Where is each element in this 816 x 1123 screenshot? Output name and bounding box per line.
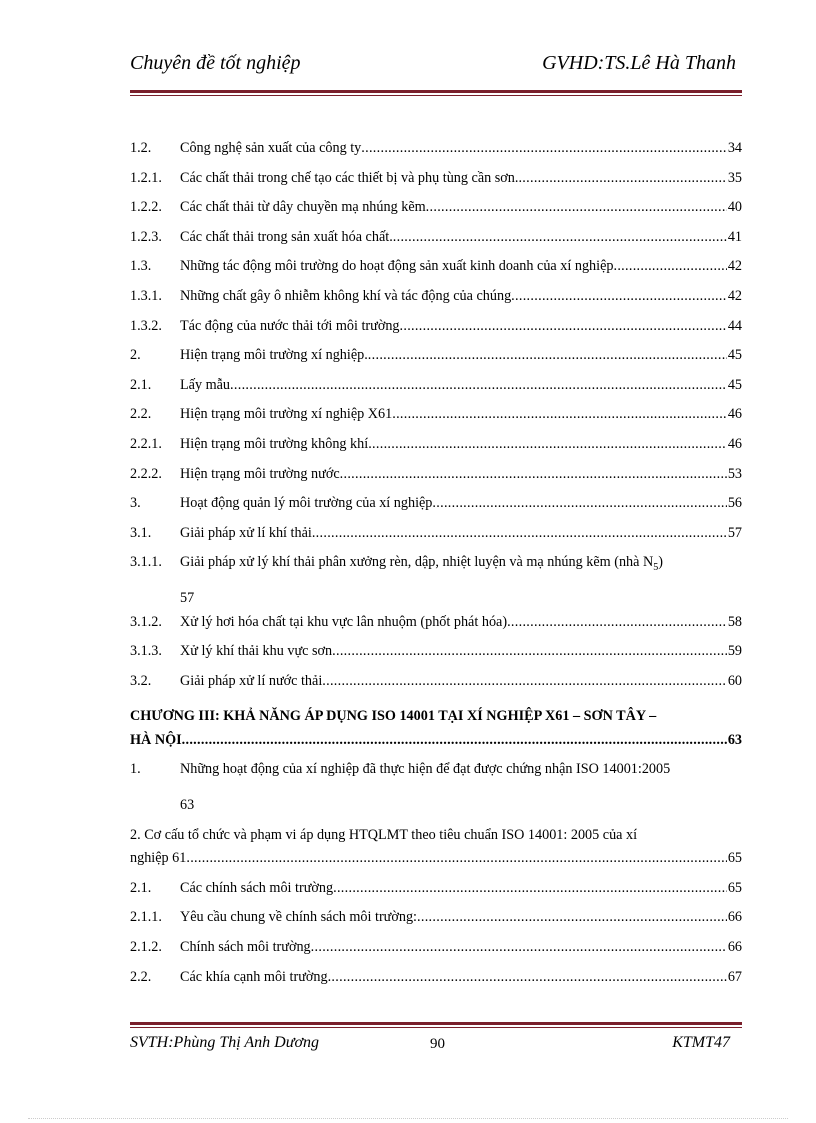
toc-page-number: 57 xyxy=(727,524,742,541)
page-number: 90 xyxy=(430,1036,445,1052)
toc-title: Các chất thải trong chế tạo các thiết bị và phụ tùng cần sơn. xyxy=(180,169,519,186)
leader-dots xyxy=(230,377,727,394)
toc-title: Công nghệ sản xuất của công ty xyxy=(180,140,362,156)
toc-title: Các chất thải trong sản xuất hóa chất. xyxy=(180,228,393,245)
leader-dots xyxy=(432,495,726,512)
toc-page-number: 42 xyxy=(727,287,742,304)
toc-number: 3. xyxy=(130,495,141,512)
toc-title: Hiện trạng môi trường nước xyxy=(180,465,340,482)
leader-dots xyxy=(511,288,727,305)
toc-page-number: 56 xyxy=(727,495,742,512)
toc-number: 3.1.2. xyxy=(130,613,162,630)
toc-number: 2.2.1. xyxy=(130,435,162,452)
toc-page-number: 45 xyxy=(727,376,742,393)
toc-title: Tác động của nước thải tới môi trường xyxy=(180,317,400,334)
leader-dots xyxy=(182,732,727,749)
toc-page-number: 59 xyxy=(727,643,742,660)
leader-dots xyxy=(322,673,727,690)
toc-number: 2.1. xyxy=(130,879,152,896)
toc-entry xyxy=(130,140,742,170)
toc-number: 2.2. xyxy=(130,968,152,985)
toc-page-number: 66 xyxy=(727,909,742,926)
toc-number: 2.1. xyxy=(130,376,152,393)
header-rule xyxy=(130,90,742,96)
toc-page-number: 63 xyxy=(727,731,742,748)
toc-title-cont: nghiệp 61 xyxy=(130,850,187,867)
table-of-contents xyxy=(130,140,742,998)
leader-dots xyxy=(368,347,727,364)
toc-entry xyxy=(130,199,742,229)
toc-entry xyxy=(130,643,742,673)
toc-entry xyxy=(130,554,742,584)
toc-page-number: 66 xyxy=(727,939,742,956)
toc-number: 2. xyxy=(130,347,141,364)
toc-title: Lấy mẫu xyxy=(180,376,231,393)
toc-page-number: 53 xyxy=(727,465,742,482)
toc-number: 2.1.2. xyxy=(130,939,162,956)
toc-page-number: 46 xyxy=(727,406,742,423)
toc-page-number: 57 xyxy=(180,589,195,606)
toc-entry xyxy=(130,258,742,288)
toc-page-number: 35 xyxy=(727,169,742,186)
toc-page-number: 44 xyxy=(727,317,742,334)
toc-page-number: 42 xyxy=(727,258,742,275)
toc-number: 1.3.1. xyxy=(130,287,162,304)
toc-entry xyxy=(130,850,742,880)
toc-entry xyxy=(130,466,742,496)
toc-number: 3.1.3. xyxy=(130,643,162,660)
header-left: Chuyên đề tốt nghiệp xyxy=(130,52,301,74)
toc-number: 2.2.2. xyxy=(130,465,162,482)
toc-entry xyxy=(130,525,742,555)
page-edge xyxy=(28,1118,788,1119)
leader-dots xyxy=(312,525,727,542)
toc-title: Yêu cầu chung về chính sách môi trường: xyxy=(180,909,418,926)
toc-title: Hoạt động quản lý môi trường của xí nghiệp xyxy=(180,495,433,512)
leader-dots xyxy=(518,170,726,187)
toc-title: Các chính sách môi trường xyxy=(180,879,334,896)
leader-dots xyxy=(332,643,727,660)
toc-page-number: 58 xyxy=(727,613,742,630)
toc-title: Hiện trạng môi trường xí nghiệp. xyxy=(180,347,368,364)
leader-dots xyxy=(333,880,727,897)
toc-page-number: 40 xyxy=(727,199,742,216)
footer-rule xyxy=(130,1022,742,1028)
toc-entry xyxy=(130,288,742,318)
toc-number: 3.1.1. xyxy=(130,554,162,571)
toc-number: 1.2. xyxy=(130,140,152,156)
toc-title: 2. Cơ cấu tổ chức và phạm vi áp dụng HTQLMT theo tiêu chuẩn ISO 14001: 2005 của xí xyxy=(130,826,638,843)
toc-entry xyxy=(130,436,742,466)
toc-number: 2.1.1. xyxy=(130,909,162,926)
leader-dots xyxy=(393,229,727,246)
toc-page-number: 34 xyxy=(727,140,742,156)
toc-entry xyxy=(130,939,742,969)
toc-title: Xử lý khí thải khu vực sơn xyxy=(180,643,333,660)
toc-entry xyxy=(130,909,742,939)
toc-title: Những hoạt động của xí nghiệp đã thực hiện để đạt được chứng nhận ISO 14001:2005 xyxy=(180,761,671,778)
toc-entry xyxy=(130,318,742,348)
chapter-heading: CHƯƠNG III: KHẢ NĂNG ÁP DỤNG ISO 14001 TẠI XÍ NGHIỆP X61 – SƠN TÂY – xyxy=(130,708,657,725)
toc-page-number: 60 xyxy=(727,672,742,689)
leader-dots xyxy=(613,258,726,275)
toc-entry xyxy=(130,229,742,259)
toc-page-number: 63 xyxy=(180,797,195,814)
toc-title: Các khía cạnh môi trường xyxy=(180,968,328,985)
toc-entry xyxy=(130,347,742,377)
toc-entry xyxy=(130,761,742,791)
leader-dots xyxy=(328,969,727,986)
toc-entry xyxy=(130,377,742,407)
toc-number: 1.3. xyxy=(130,258,152,275)
leader-dots xyxy=(400,318,727,335)
leader-dots xyxy=(426,199,727,216)
toc-title: Những tác động môi trường do hoạt động sản xuất kinh doanh của xí nghiệp xyxy=(180,258,614,275)
toc-page-number: 67 xyxy=(727,968,742,985)
toc-entry xyxy=(130,732,742,762)
toc-number: 1.2.1. xyxy=(130,169,162,186)
toc-number: 3.1. xyxy=(130,524,152,541)
leader-dots xyxy=(392,406,727,423)
toc-page-number: 45 xyxy=(727,347,742,364)
toc-entry xyxy=(130,170,742,200)
toc-title: Hiện trạng môi trường không khí xyxy=(180,435,369,452)
toc-number: 1.2.3. xyxy=(130,228,162,245)
toc-title: Giải pháp xử lí nước thải xyxy=(180,672,323,689)
toc-title: Các chất thải từ dây chuyền mạ nhúng kẽm xyxy=(180,199,426,216)
toc-page-number: 41 xyxy=(727,228,742,245)
header-right: GVHD:TS.Lê Hà Thanh xyxy=(542,52,736,74)
toc-page-number: 65 xyxy=(727,879,742,896)
leader-dots xyxy=(340,466,727,483)
toc-title: Hiện trạng môi trường xí nghiệp X61 xyxy=(180,406,393,423)
toc-entry xyxy=(130,969,742,999)
leader-dots xyxy=(361,140,727,157)
toc-entry xyxy=(130,495,742,525)
leader-dots xyxy=(417,909,727,926)
toc-title: Giải pháp xử lí khí thải xyxy=(180,524,312,541)
toc-number: 3.2. xyxy=(130,672,152,689)
footer-class: KTMT47 xyxy=(672,1034,730,1051)
toc-title: Những chất gây ô nhiễm không khí và tác động của chúng xyxy=(180,287,512,304)
toc-page-number: 65 xyxy=(727,850,742,867)
toc-entry xyxy=(130,880,742,910)
toc-entry xyxy=(130,673,742,703)
footer-author: SVTH:Phùng Thị Anh Dương xyxy=(130,1034,319,1051)
toc-number: 1.3.2. xyxy=(130,317,162,334)
toc-title: Chính sách môi trường xyxy=(180,939,311,956)
leader-dots xyxy=(311,939,727,956)
toc-title: Giải pháp xử lý khí thải phân xưởng rèn, dập, nhiệt luyện và mạ nhúng kẽm (nhà $N_5$) xyxy=(180,554,663,574)
toc-page-number: 46 xyxy=(727,435,742,452)
toc-number: 1.2.2. xyxy=(130,199,162,216)
leader-dots xyxy=(186,850,726,867)
toc-number: 2.2. xyxy=(130,406,152,423)
chapter-heading-cont: HÀ NỘI xyxy=(130,731,182,748)
leader-dots xyxy=(507,614,727,631)
toc-entry xyxy=(130,614,742,644)
toc-entry xyxy=(130,406,742,436)
toc-number: 1. xyxy=(130,761,141,778)
toc-title: Xử lý hơi hóa chất tại khu vực lân nhuộm (phốt phát hóa) xyxy=(180,613,508,630)
leader-dots xyxy=(368,436,727,453)
